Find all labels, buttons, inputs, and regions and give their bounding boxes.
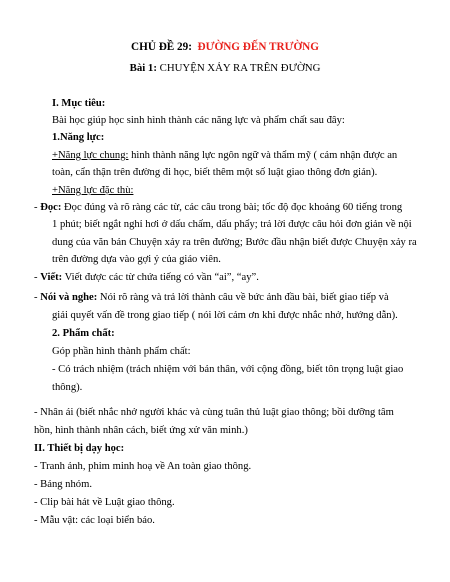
equipment-item: - Mẫu vật: các loại biển báo. <box>34 515 155 526</box>
writing-text: Viết được các từ chứa tiếng có vần “ai”, “ay”. <box>62 272 259 283</box>
quality-responsibility-cont: thông). <box>52 382 83 393</box>
specific-competence-label: +Năng lực đặc thù: <box>52 185 134 196</box>
reading-text-2: 1 phút; biết ngắt nghỉ hơi ở dấu chấm, dấu phẩy; trả lời được câu hỏi đơn giản về nội <box>52 219 412 230</box>
section-equipment-heading: II. Thiết bị dạy học: <box>34 443 125 454</box>
lesson-title <box>0 62 450 75</box>
quality-kindness: - Nhân ái (biết nhắc nhở người khác và cùng tuân thủ luật giao thông; bồi dưỡng tâm <box>34 407 394 418</box>
quality-responsibility: - Có trách nhiệm (trách nhiệm với bản thân, với cộng đồng, biết tôn trọng luật giao <box>52 364 404 375</box>
reading-item: - Đọc: Đọc đúng và rõ ràng các từ, các câu trong bài; tốc độ đọc khoảng 60 tiếng trong <box>34 202 403 213</box>
lesson-label: Bài 1: <box>129 62 157 74</box>
quality-kindness-cont: hồn, hình thành nhân cách, biết ứng xử văn minh.) <box>34 425 248 436</box>
section-objectives-heading: I. Mục tiêu: <box>52 98 106 109</box>
topic-label: CHỦ ĐỀ 29: <box>131 41 192 53</box>
equipment-item: - Clip bài hát về Luật giao thông. <box>34 497 175 508</box>
qualities-heading: 2. Phẩm chất: <box>52 328 115 339</box>
speaking-text: Nói rõ ràng và trả lời thành câu về bức ảnh đầu bài, biết giao tiếp và <box>97 292 389 303</box>
topic-name: ĐƯỜNG ĐẾN TRƯỜNG <box>197 41 319 53</box>
lesson-name: CHUYỆN XẢY RA TRÊN ĐƯỜNG <box>159 62 321 74</box>
writing-item: - Viết: Viết được các từ chứa tiếng có vần “ai”, “ay”. <box>34 272 259 283</box>
reading-text-3: dung của văn bản Chuyện xảy ra trên đường; Bước đầu nhận biết được Chuyện xảy ra <box>52 237 417 248</box>
general-competence-cont: toàn, cẩn thận trên đường đi học, biết thêm một số luật giao thông đơn giản). <box>52 167 378 178</box>
speaking-item: - Nói và nghe: Nói rõ ràng và trả lời thành câu về bức ảnh đầu bài, biết giao tiếp và <box>34 292 389 303</box>
speaking-text-2: giải quyết vấn đề trong giao tiếp ( nói lời cảm ơn khi được nhắc nhở, hướng dẫn). <box>52 310 398 321</box>
general-competence-text: hình thành năng lực ngôn ngữ và thẩm mỹ ( cảm nhận được an <box>128 150 398 161</box>
general-competence-label: +Năng lực chung: <box>52 150 129 161</box>
reading-text-4: trên đường dựa vào gợi ý của giáo viên. <box>52 254 221 265</box>
competence-heading: 1.Năng lực: <box>52 132 105 143</box>
reading-text: Đọc đúng và rõ ràng các từ, các câu trong bài; tốc độ đọc khoảng 60 tiếng trong <box>61 202 403 213</box>
equipment-item: - Tranh ảnh, phim minh hoạ về An toàn giao thông. <box>34 461 252 472</box>
equipment-item: - Bảng nhóm. <box>34 479 92 490</box>
reading-label: Đọc: <box>40 202 62 213</box>
objectives-intro: Bài học giúp học sinh hình thành các năng lực và phẩm chất sau đây: <box>52 115 345 126</box>
qualities-intro: Góp phần hình thành phẩm chất: <box>52 346 191 357</box>
writing-label: Viết: <box>40 272 63 283</box>
speaking-label: Nói và nghe: <box>40 292 98 303</box>
general-competence <box>52 149 397 162</box>
topic-title <box>0 41 450 54</box>
